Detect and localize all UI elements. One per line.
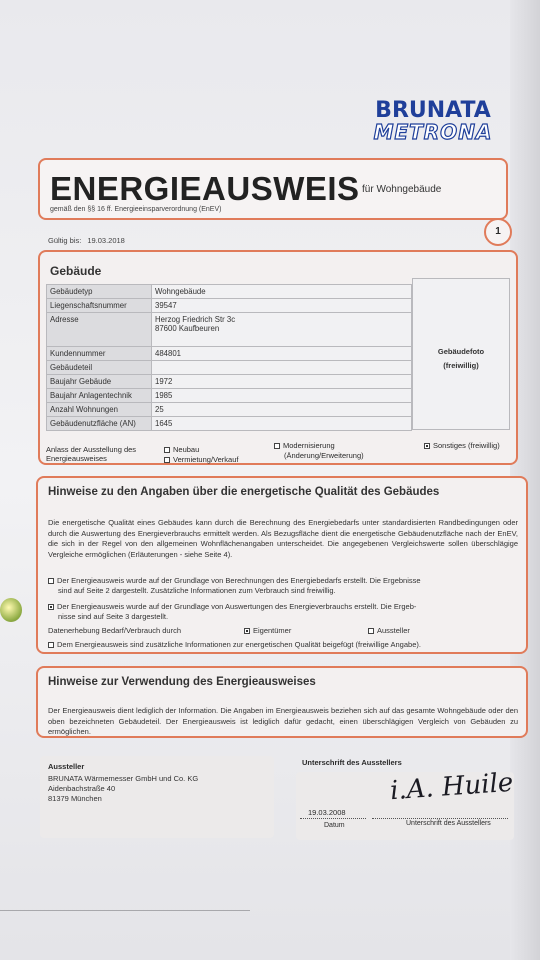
- option-eigentuemer[interactable]: [244, 626, 291, 637]
- option-label: Eigentümer: [253, 626, 292, 635]
- row-label: Kundennummer: [47, 347, 152, 361]
- datenerhebung-label: Datenerhebung Bedarf/Verbrauch durch: [48, 626, 182, 635]
- hinweise-verwendung-title: Hinweise zur Verwendung des Energieausweises: [48, 676, 316, 688]
- page-footer-line: [0, 910, 250, 911]
- address-line-1: Herzog Friedrich Str 3c: [155, 315, 236, 324]
- row-value: Wohngebäude: [152, 285, 412, 299]
- row-value: 1645: [152, 417, 412, 431]
- zusatz-option[interactable]: [48, 640, 524, 651]
- date-line: [300, 818, 366, 819]
- logo-line-1: BRUNATA: [375, 98, 491, 123]
- aussteller-line-1: BRUNATA Wärmemesser GmbH und Co. KG: [48, 774, 199, 783]
- option-label: Vermietung/Verkauf: [173, 455, 239, 464]
- option-aussteller[interactable]: [368, 626, 410, 637]
- checkbox-icon[interactable]: [164, 457, 170, 463]
- row-label: Gebäudetyp: [47, 285, 152, 299]
- checkbox-icon[interactable]: [274, 443, 280, 449]
- datum-label: Datum: [324, 822, 345, 829]
- gebaeudefoto-label: [413, 345, 509, 373]
- table-row: [47, 285, 412, 299]
- verbrauch-option[interactable]: [48, 602, 524, 613]
- bedarf-line-1: Der Energieausweis wurde auf der Grundlage von Berechnungen des Energiebedarfs erstellt. Die Ergebnisse: [57, 576, 421, 585]
- table-row: [47, 417, 412, 431]
- gebaeudefoto-cell: [412, 278, 510, 430]
- table-row: [47, 347, 412, 361]
- hinweise-verwendung-text: Der Energieausweis dient lediglich der Information. Die Angaben im Energieausweis beziehen sich auf das gesamte Wohngebäude oder den oben bezeichneten Gebäudeteil. Der Energieausweis ist lediglich dafür gedacht, einen überschlägigen Vergleich von Gebäuden zu ermöglichen.: [48, 706, 518, 736]
- page-title: ENERGIEAUSWEIS: [50, 170, 360, 207]
- table-row: [47, 313, 412, 347]
- table-row: [47, 375, 412, 389]
- row-label: Gebäudenutzfläche (AN): [47, 417, 152, 431]
- signature-date: 19.03.2008: [308, 808, 346, 817]
- address-line-2: 87600 Kaufbeuren: [155, 324, 220, 333]
- checkbox-icon[interactable]: [48, 578, 54, 584]
- page-subtitle: für Wohngebäude: [362, 184, 442, 195]
- title-box: [38, 158, 508, 220]
- checkbox-icon[interactable]: [164, 447, 170, 453]
- aussteller-line-3: 81379 München: [48, 794, 102, 803]
- row-label: Baujahr Anlagentechnik: [47, 389, 152, 403]
- zusatz-label: Dem Energieausweis sind zusätzliche Informationen zur energetischen Qualität beigefügt (freiwillige Angabe).: [57, 640, 421, 649]
- foto-sub: (freiwillig): [443, 361, 479, 370]
- option-neubau[interactable]: [164, 445, 199, 454]
- valid-label: Gültig bis:: [48, 236, 82, 245]
- bedarf-option[interactable]: [48, 576, 524, 587]
- option-label: Neubau: [173, 445, 200, 454]
- hinweise-qualitaet-title: Hinweise zu den Angaben über die energetische Qualität des Gebäudes: [48, 486, 440, 498]
- side-object: [0, 598, 22, 622]
- option-label: Sonstiges (freiwillig): [433, 441, 500, 450]
- row-label: Anzahl Wohnungen: [47, 403, 152, 417]
- handwritten-signature: i.A. Huile: [389, 767, 515, 807]
- page-number: 1: [484, 218, 512, 246]
- option-label: Aussteller: [377, 626, 410, 635]
- aussteller-line-2: Aidenbachstraße 40: [48, 784, 116, 793]
- gebaeude-table: [46, 284, 412, 431]
- checkbox-icon[interactable]: [368, 628, 374, 634]
- row-value: 1985: [152, 389, 412, 403]
- logo-line-2: METRONA: [373, 120, 493, 144]
- row-value: 25: [152, 403, 412, 417]
- anlass-label: Anlass der Ausstellung des Energieausweises: [46, 445, 137, 463]
- option-modernisierung-sub: (Änderung/Erweiterung): [284, 451, 364, 460]
- table-row: [47, 403, 412, 417]
- anlass-row: [46, 441, 512, 465]
- checkbox-checked-icon[interactable]: [48, 604, 54, 610]
- valid-date: 19.03.2018: [87, 236, 125, 245]
- checkbox-checked-icon[interactable]: [244, 628, 250, 634]
- hinweise-qualitaet-text: Die energetische Qualität eines Gebäudes kann durch die Berechnung des Energiebedarfs unter standardisierten Randbedingungen oder durch die Auswertung des Energieverbrauchs ermittelt werden. Als Bezugsfläche dient die energetische Gebäudenutzfläche nach der EnEV, die sich in der Regel von den allgemeinen Wohnflächenangaben unterscheidet. Die angegebenen Vergleichswerte sollen überschlägige Vergleiche ermöglichen (Erläuterungen - siehe Seite 4).: [48, 518, 518, 559]
- checkbox-icon[interactable]: [48, 642, 54, 648]
- aussteller-box: [40, 756, 274, 838]
- row-label: Baujahr Gebäude: [47, 375, 152, 389]
- unterschrift-label: Unterschrift des Ausstellers: [406, 820, 491, 827]
- hinweise-qualitaet-section: [36, 476, 528, 654]
- gebaeude-section: [38, 250, 518, 465]
- table-row: [47, 299, 412, 313]
- row-label: Adresse: [47, 313, 152, 347]
- row-value: 484801: [152, 347, 412, 361]
- valid-until: [48, 236, 125, 245]
- verbrauch-line-1: Der Energieausweis wurde auf der Grundlage von Auswertungen des Energieverbrauchs erstellt. Die Ergeb-: [57, 602, 417, 611]
- option-modernisierung[interactable]: [274, 441, 335, 450]
- law-reference: gemäß den §§ 16 ff. Energieeinsparverordnung (EnEV): [50, 206, 222, 213]
- table-row: [47, 361, 412, 375]
- row-value: 39547: [152, 299, 412, 313]
- row-value-address: [152, 313, 412, 347]
- row-value: 1972: [152, 375, 412, 389]
- aussteller-title: Aussteller: [48, 762, 85, 771]
- option-vermietung[interactable]: [164, 455, 238, 464]
- foto-title: Gebäudefoto: [437, 347, 485, 356]
- option-label: Modernisierung: [283, 441, 335, 450]
- table-row: [47, 389, 412, 403]
- checkbox-checked-icon[interactable]: [424, 443, 430, 449]
- signature-line: [372, 818, 508, 819]
- gebaeude-title: Gebäude: [50, 264, 102, 278]
- option-sonstiges[interactable]: [424, 441, 500, 450]
- bedarf-line-2: sind auf Seite 2 dargestellt. Zusätzliche Informationen zum Verbrauch sind freiwillig.: [58, 586, 336, 595]
- unterschrift-title: Unterschrift des Ausstellers: [302, 758, 402, 767]
- datenerhebung-row: [48, 626, 524, 637]
- row-label: Gebäudeteil: [47, 361, 152, 375]
- row-label: Liegenschaftsnummer: [47, 299, 152, 313]
- brunata-logo: [372, 100, 494, 142]
- row-value: [152, 361, 412, 375]
- verbrauch-line-2: nisse sind auf Seite 3 dargestellt.: [58, 612, 169, 621]
- hinweise-verwendung-section: [36, 666, 528, 738]
